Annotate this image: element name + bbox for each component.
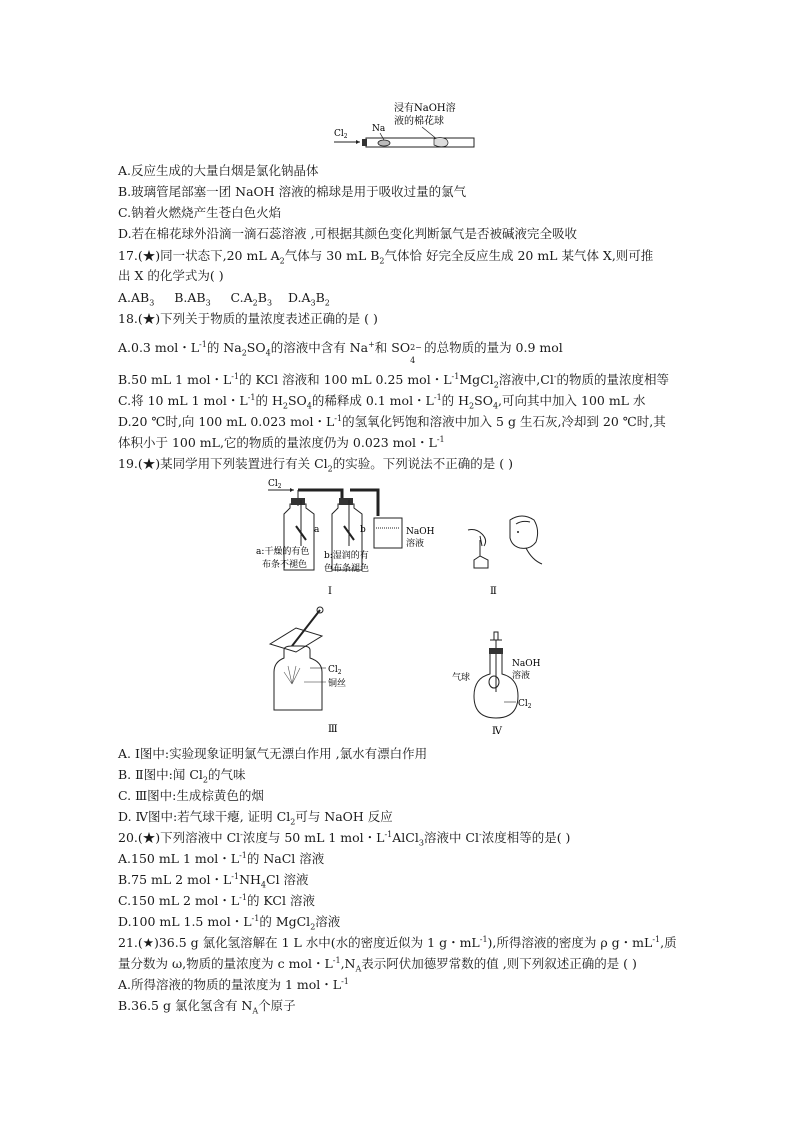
q20-option-a: A.150 mL 1 mol・$L^{-1}$的 NaCl 溶液 [118, 850, 325, 866]
fig4-naoh-label: NaOH [512, 659, 541, 669]
q17-stem-line2: 出 X 的化学式为( ) [118, 268, 224, 283]
q17-options: $A.AB_3$ $B.AB_3$ $C.A_2B_3$ $D.A_3B_2$ [118, 290, 330, 308]
q18-stem: 18.(★)下列关于物质的量浓度表述正确的是 ( ) [118, 311, 378, 326]
fig1-solution-label: 溶液 [406, 539, 425, 549]
fig2-roman-label: Ⅱ [490, 586, 497, 597]
apparatus-figure-2 [460, 510, 560, 600]
fig1-naoh-label: NaOH [406, 527, 435, 537]
naoh-cotton-label-1: 浸有NaOH溶 [394, 103, 456, 114]
fig4-roman-label: Ⅳ [492, 726, 502, 737]
q19-option-c: C. Ⅲ图中:生成棕黄色的烟 [118, 788, 264, 803]
fig3-cu-label: 铜丝 [328, 679, 347, 689]
q16-option-b: B.玻璃管尾部塞一团 NaOH 溶液的棉球是用于吸收过量的氯气 [118, 184, 467, 199]
na-label: Na [372, 124, 386, 134]
fig3-roman-label: Ⅲ [328, 724, 338, 735]
q18-option-c: C.将 10 mL 1 mol・$L^{-1}$的 $H_2SO_4$的稀释成 0.1 mol・$L^{-1}$的 $H_2SO_4$,可向其中加入 100 mL 水 [118, 392, 646, 411]
q20-option-d: D.100 mL 1.5 mol・$L^{-1}$的 MgCl$_2$溶液 [118, 913, 341, 932]
q16-option-d: D.若在棉花球外沿滴一滴石蕊溶液 ,可根据其颜色变化判断氯气是否被碱液完全吸收 [118, 226, 577, 241]
q18-option-b: B.50 mL 1 mol・$L^{-1}$的 KCl 溶液和 100 mL 0.25 mol・$L^{-1}MgCl_2$溶液中,Cl-的物质的量浓度相等 [118, 371, 670, 390]
q17-stem-line1: 17.(★)同一状态下,20 mL $A_2$气体与 30 mL $B_2$气体恰 好完全反应生成 20 mL 某气体 X,则可推 [118, 248, 654, 266]
q21-option-a: A.所得溶液的物质的量浓度为 1 mol・$L^{-1}$ [118, 976, 349, 992]
q20-stem: 20.(★)下列溶液中 Cl-浓度与 50 mL 1 mol・$L^{-1}AlCl_3$溶液中 Cl-浓度相等的是( ) [118, 829, 571, 848]
q21-option-b: B.36.5 g 氯化氢含有 $N_A$个原子 [118, 998, 296, 1016]
fig1-label-a: a [314, 525, 320, 535]
q18-option-d-line1: D.20 ℃时,向 100 mL 0.023 mol・$L^{-1}$的氢氧化钙饱和溶液中加入 5 g 生石灰,冷却到 20 ℃时,其 [118, 413, 666, 429]
q20-option-c: C.150 mL 2 mol・$L^{-1}$的 KCl 溶液 [118, 892, 315, 908]
fig4-balloon-label: 气球 [452, 673, 471, 683]
q20-option-b: B.75 mL 2 mol・$L^{-1}NH_4Cl$ 溶液 [118, 871, 309, 890]
naoh-cotton-label-2: 液的棉花球 [394, 116, 444, 127]
fig4-solution-label: 溶液 [512, 671, 531, 681]
fig1-b-desc-1: b:湿润的有 [324, 551, 369, 561]
apparatus-figure-1 [250, 476, 450, 598]
q18-option-a: A.0.3 mol・$L^{-1}$的 $Na_2SO_4$的溶液中含有 Na+和 SO 2− 4 的总物质的量为 0.9 mol [118, 339, 563, 365]
fig1-a-desc-1: a:干燥的有色 [256, 547, 310, 557]
q19-option-a: A. Ⅰ图中:实验现象证明氯气无漂白作用 ,氯水有漂白作用 [118, 746, 428, 761]
fig1-cl2-label: $Cl_2$ [268, 479, 282, 490]
fig1-b-desc-2: 色布条褪色 [324, 564, 370, 574]
apparatus-figure-3 [262, 606, 372, 736]
q21-stem-line1: 21.(★)36.5 g 氯化氢溶解在 1 L 水中(水的密度近似为 1 g・$mL^{-1}$),所得溶液的密度为 ρ g・$mL^{-1}$,质 [118, 934, 677, 950]
q19-stem: 19.(★)某同学用下列装置进行有关 $Cl_2$的实验。下列说法不正确的是 ( ) [118, 456, 513, 474]
q16-option-c: C.钠着火燃烧产生苍白色火焰 [118, 205, 282, 220]
q21-stem-line2: 量分数为 ω,物质的量浓度为 c mol・$L^{-1},N_A$表示阿伏加德罗常数的值 ,则下列叙述正确的是 ( ) [118, 955, 637, 974]
q16-option-a: A.反应生成的大量白烟是氯化钠晶体 [118, 163, 319, 178]
cl2-label: $Cl_2$ [334, 129, 348, 140]
fig1-roman-label: Ⅰ [328, 586, 332, 597]
fig1-a-desc-2: 布条不褪色 [262, 560, 308, 570]
q18-option-d-line2: 体积小于 100 mL,它的物质的量浓度仍为 0.023 mol・$L^{-1}$ [118, 434, 445, 450]
q19-option-b: B. Ⅱ图中:闻 $Cl_2$的气味 [118, 767, 246, 785]
tube-apparatus-figure [330, 98, 480, 156]
apparatus-figure-4 [450, 630, 560, 738]
q19-option-d: D. Ⅳ图中:若气球干瘪, 证明 $Cl_2$可与 NaOH 反应 [118, 809, 393, 827]
fig1-label-b: b [360, 525, 366, 535]
fig4-cl2-label: $Cl_2$ [518, 699, 532, 710]
fig3-cl2-label: $Cl_2$ [328, 665, 342, 676]
